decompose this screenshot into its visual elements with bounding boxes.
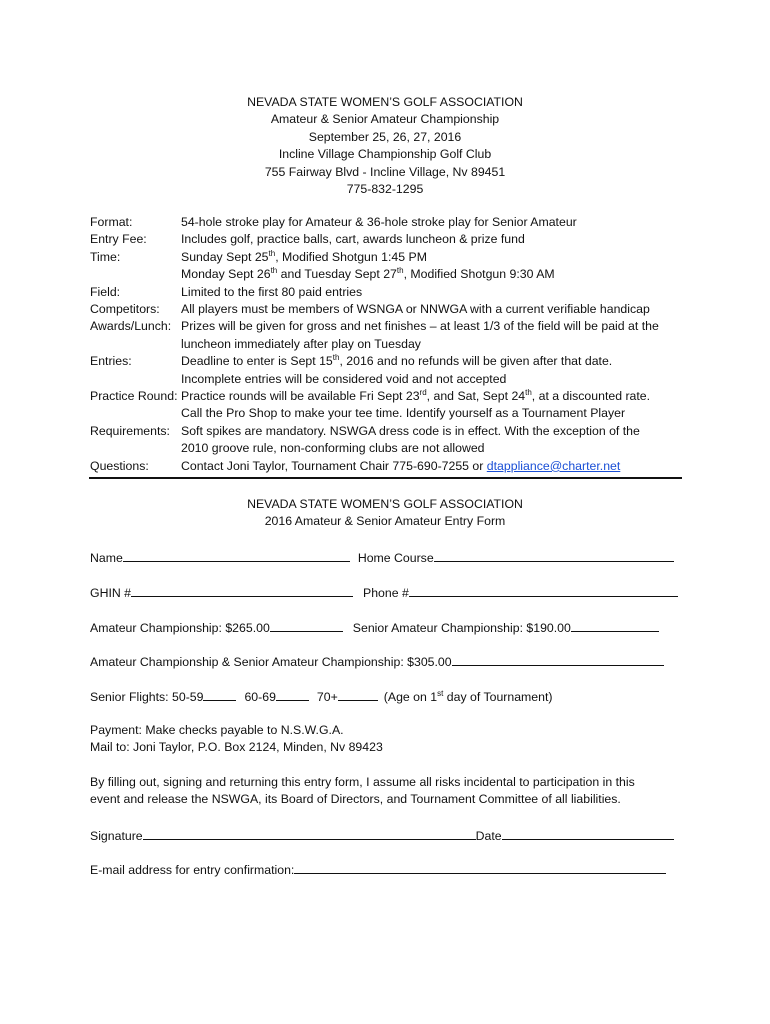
ordinal-suffix: th — [268, 248, 276, 258]
venue-address: 755 Fairway Blvd - Incline Village, Nv 89451 — [264, 164, 506, 179]
ghin-field[interactable] — [131, 583, 353, 597]
both-line — [90, 652, 664, 671]
entries-l1-rest: , 2016 and no refunds will be given after that date. — [339, 354, 613, 369]
format-value: 54-hole stroke play for Amateur & 36-hole stroke play for Senior Amateur — [181, 215, 577, 229]
time-label: Time: — [90, 249, 121, 264]
empty-label — [90, 336, 181, 353]
waiver-line2: event and release the NSWGA, its Board of Directors, and Tournament Committee of all liabilities. — [90, 792, 621, 807]
ordinal-suffix: th — [396, 266, 404, 276]
org-name: NEVADA STATE WOMEN’S GOLF ASSOCIATION — [247, 95, 523, 109]
both-label: Amateur Championship & Senior Amateur Championship: $305.00 — [90, 655, 452, 669]
time-l2-text: Monday Sept 26 — [181, 267, 271, 282]
waiver-line1: By filling out, signing and returning this entry form, I assume all risks incidental to participation in this — [90, 775, 635, 789]
requirements-value-line1: Soft spikes are mandatory. NSWGA dress code is in effect. With the exception of the — [181, 423, 640, 438]
amateur-line — [90, 618, 659, 637]
event-title: Amateur & Senior Amateur Championship — [270, 112, 500, 127]
both-field[interactable] — [452, 652, 664, 666]
competitors-label: Competitors: — [90, 302, 160, 317]
senior-field[interactable] — [571, 618, 659, 632]
date-label: Date — [475, 829, 502, 843]
time-l2-rest: , Modified Shotgun 9:30 AM — [403, 267, 555, 282]
time-l1-rest: , Modified Shotgun 1:45 PM — [275, 249, 427, 264]
entries-l1-text: Deadline to enter is Sept 15 — [181, 354, 333, 369]
name-field[interactable] — [123, 548, 350, 562]
time-value-line2 — [181, 266, 684, 283]
ordinal-suffix: st — [437, 688, 444, 698]
time-row-2 — [90, 266, 684, 283]
name-line — [90, 548, 674, 567]
amateur-label: Amateur Championship: $265.00 — [90, 621, 270, 635]
practice-l1-text: Practice rounds will be available Fri Sept 23 — [181, 389, 420, 404]
email-line — [90, 860, 666, 879]
requirements-row-2 — [90, 440, 684, 457]
time-l1-text: Sunday Sept 25 — [181, 249, 269, 264]
home-course-field[interactable] — [434, 548, 674, 562]
form-header — [0, 496, 770, 531]
time-l2-mid: and Tuesday Sept 27 — [277, 267, 397, 282]
flight-60-69-label: 60-69 — [244, 690, 276, 704]
phone-field[interactable] — [409, 583, 678, 597]
empty-label — [90, 371, 181, 388]
awards-row — [90, 318, 684, 335]
date-field[interactable] — [502, 826, 674, 840]
practice-label: Practice Round: — [90, 389, 178, 404]
event-dates: September 25, 26, 27, 2016 — [308, 129, 462, 144]
field-value: Limited to the first 80 paid entries — [181, 284, 363, 299]
event-details — [90, 214, 684, 475]
empty-label — [90, 440, 181, 457]
practice-value-line2: Call the Pro Shop to make your tee time. Identify yourself as a Tournament Player — [181, 406, 626, 421]
contact-email-link[interactable]: dtappliance@charter.net — [486, 458, 621, 473]
amateur-field[interactable] — [270, 618, 343, 632]
ordinal-suffix: th — [332, 353, 340, 363]
payment-line: Payment: Make checks payable to N.S.W.G.A. — [90, 723, 344, 737]
awards-value-line1: Prizes will be given for gross and net finishes – at least 1/3 of the field will be paid at the — [181, 319, 659, 334]
practice-row — [90, 388, 684, 405]
ordinal-suffix: th — [270, 266, 278, 276]
awards-label: Awards/Lunch: — [90, 319, 172, 334]
entries-row — [90, 353, 684, 370]
ghin-label: GHIN # — [90, 586, 131, 600]
questions-value — [181, 458, 684, 475]
venue-phone: 775-832-1295 — [346, 182, 424, 197]
field-label: Field: — [90, 284, 121, 299]
awards-row-2 — [90, 336, 684, 353]
flight-70-field[interactable] — [338, 687, 378, 701]
age-note — [384, 690, 553, 704]
flight-50-59-field[interactable] — [203, 687, 236, 701]
form-org-name: NEVADA STATE WOMEN’S GOLF ASSOCIATION — [247, 497, 523, 511]
signature-label: Signature — [90, 829, 143, 843]
email-field[interactable] — [294, 860, 666, 874]
flights-line — [90, 687, 552, 706]
fee-row — [90, 231, 684, 248]
ordinal-suffix: rd — [419, 387, 427, 397]
email-label: E-mail address for entry confirmation: — [90, 863, 295, 877]
entries-value-line1 — [181, 353, 684, 370]
format-label: Format: — [90, 215, 133, 229]
waiver-block — [90, 774, 690, 809]
questions-text: Contact Joni Taylor, Tournament Chair 775-690-7255 or — [181, 458, 487, 473]
flight-70-label: 70+ — [316, 690, 338, 704]
empty-label — [90, 266, 181, 283]
time-row — [90, 249, 684, 266]
payment-block — [90, 722, 690, 757]
practice-l1-rest: , at a discounted rate. — [531, 389, 651, 404]
senior-label: Senior Amateur Championship: $190.00 — [352, 621, 571, 635]
format-row — [90, 214, 684, 231]
signature-field[interactable] — [143, 826, 476, 840]
signature-line — [90, 826, 674, 845]
venue-name: Incline Village Championship Golf Club — [278, 147, 492, 162]
field-row — [90, 284, 684, 301]
requirements-row — [90, 423, 684, 440]
ordinal-suffix: th — [525, 387, 532, 397]
practice-value-line1 — [181, 388, 684, 405]
phone-label: Phone # — [363, 586, 409, 600]
age-note-text: (Age on 1 — [383, 690, 438, 704]
mail-line: Mail to: Joni Taylor, P.O. Box 2124, Minden, Nv 89423 — [90, 740, 383, 755]
form-title: 2016 Amateur & Senior Amateur Entry Form — [264, 514, 506, 529]
entries-label: Entries: — [90, 354, 132, 369]
age-note-rest: day of Tournament) — [443, 690, 553, 704]
practice-row-2 — [90, 405, 684, 422]
requirements-value-line2: 2010 groove rule, non-conforming clubs are not allowed — [181, 441, 485, 456]
time-value-line1 — [181, 249, 684, 266]
entries-row-2 — [90, 371, 684, 388]
flight-60-69-field[interactable] — [276, 687, 309, 701]
flights-label: Senior Flights: 50-59 — [90, 690, 204, 704]
name-label: Name — [90, 551, 123, 565]
requirements-label: Requirements: — [90, 423, 170, 438]
competitors-row — [90, 301, 684, 318]
ghin-line — [90, 583, 678, 602]
event-header — [0, 94, 770, 198]
home-course-label: Home Course — [357, 551, 434, 565]
entries-value-line2: Incomplete entries will be considered void and not accepted — [181, 371, 507, 386]
competitors-value: All players must be members of WSNGA or NNWGA with a current verifiable handicap — [181, 302, 650, 317]
practice-l1-mid: , and Sat, Sept 24 — [426, 389, 526, 404]
questions-label: Questions: — [90, 458, 149, 473]
questions-row — [90, 458, 684, 475]
awards-value-line2: luncheon immediately after play on Tuesday — [181, 336, 421, 351]
section-divider — [89, 477, 682, 479]
empty-label — [90, 405, 181, 422]
fee-label: Entry Fee: — [90, 232, 147, 247]
fee-value: Includes golf, practice balls, cart, awards luncheon & prize fund — [181, 232, 525, 247]
